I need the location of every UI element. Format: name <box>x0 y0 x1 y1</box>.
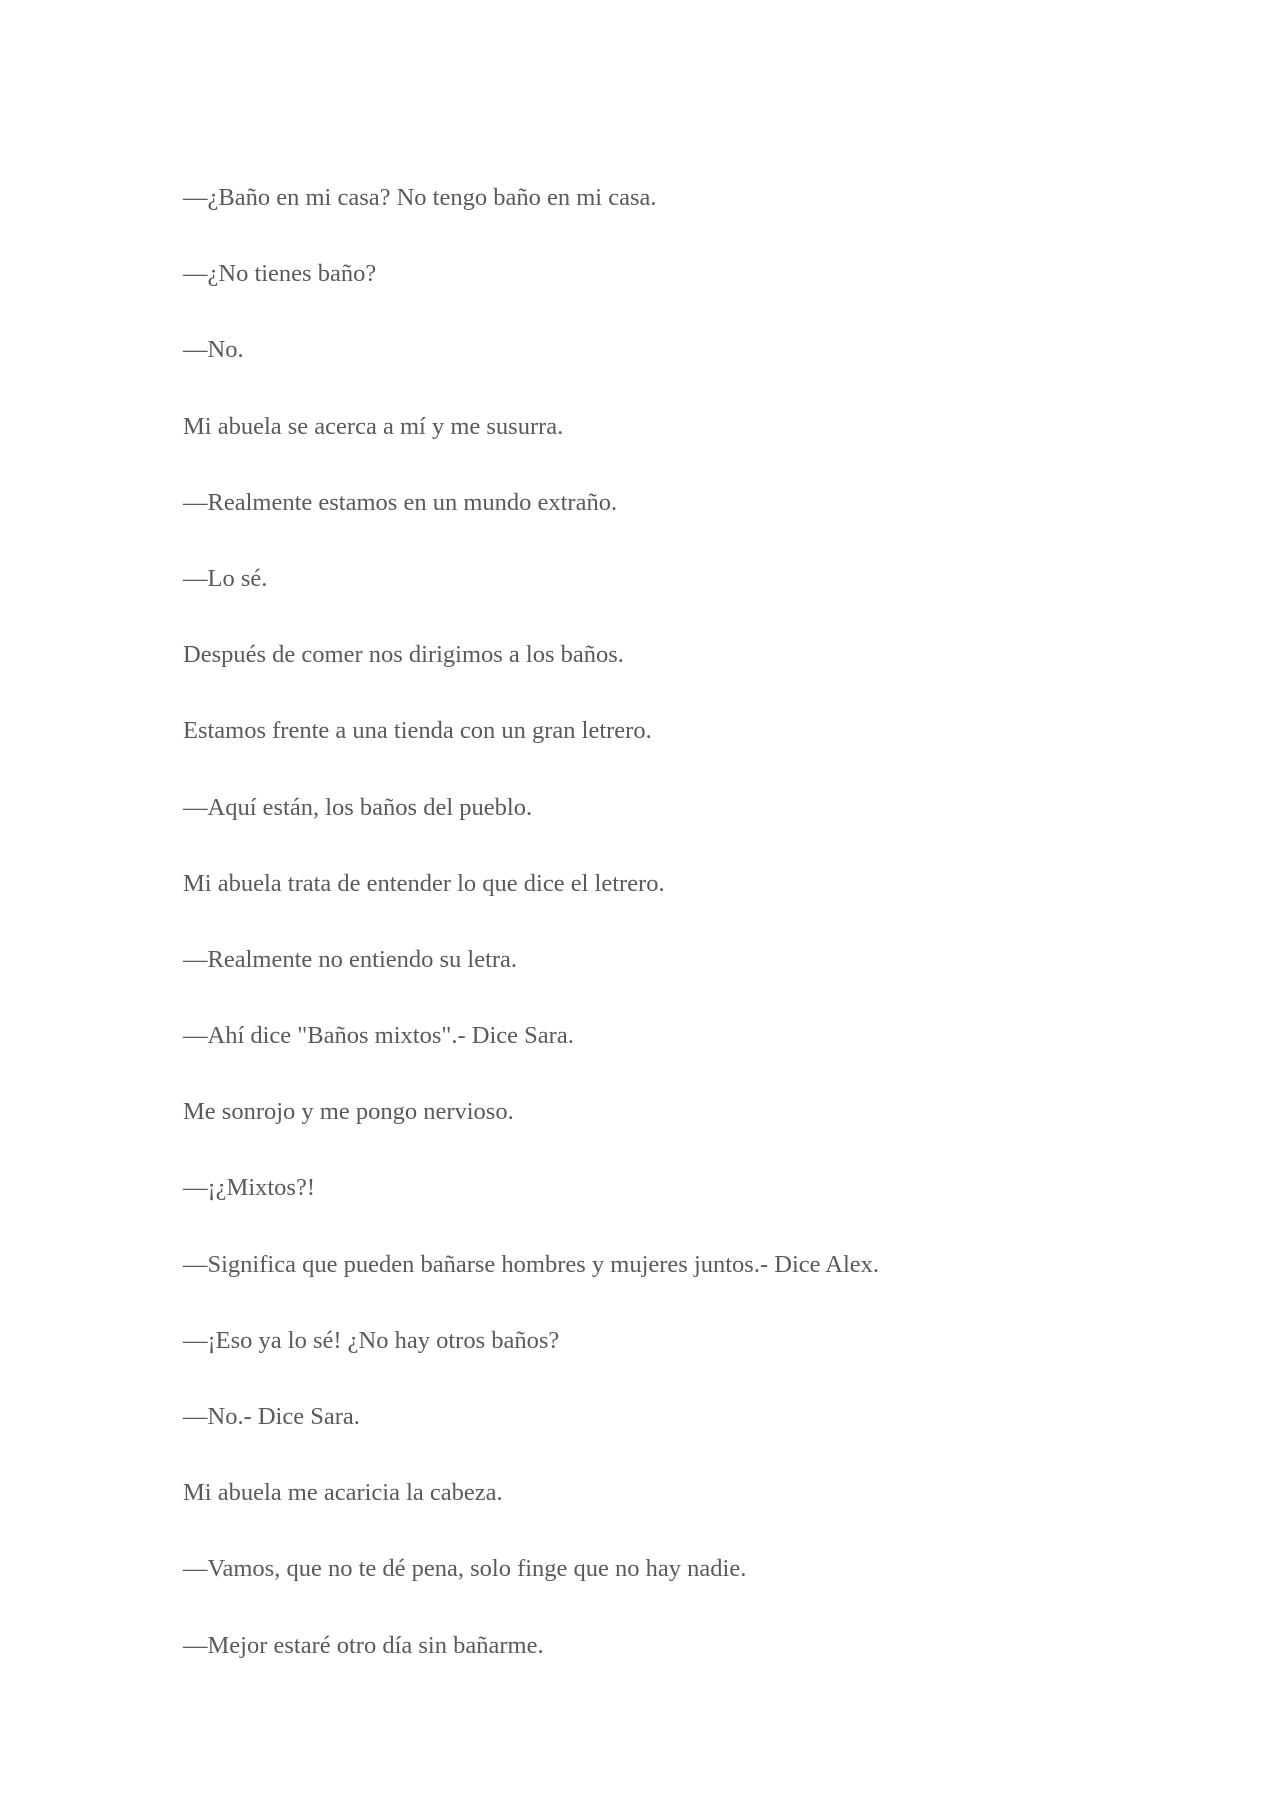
paragraph: Después de comer nos dirigimos a los baños. <box>183 641 624 669</box>
text-column <box>183 178 1183 1702</box>
paragraph: —Lo sé. <box>183 564 268 592</box>
paragraph: Mi abuela se acerca a mí y me susurra. <box>183 412 564 440</box>
paragraph: —Mejor estaré otro día sin bañarme. <box>183 1631 544 1659</box>
paragraph: Me sonrojo y me pongo nervioso. <box>183 1098 514 1126</box>
paragraph: —Ahí dice "Baños mixtos".- Dice Sara. <box>183 1022 574 1050</box>
paragraph: Mi abuela trata de entender lo que dice el letrero. <box>183 869 665 897</box>
paragraph: —¿No tienes baño? <box>183 260 377 288</box>
paragraph: Estamos frente a una tienda con un gran letrero. <box>183 717 652 745</box>
paragraph: —¿Baño en mi casa? No tengo baño en mi casa. <box>183 184 657 211</box>
paragraph: —No.- Dice Sara. <box>183 1403 360 1430</box>
paragraph: —¡¿Mixtos?! <box>183 1174 315 1202</box>
paragraph: —Vamos, que no te dé pena, solo finge que no hay nadie. <box>183 1555 747 1583</box>
paragraph: —¡Eso ya lo sé! ¿No hay otros baños? <box>183 1326 560 1354</box>
paragraph: —Realmente no entiendo su letra. <box>183 945 518 973</box>
paragraph: —Realmente estamos en un mundo extraño. <box>183 488 618 516</box>
paragraph: —No. <box>183 336 244 364</box>
paragraph: —Aquí están, los baños del pueblo. <box>183 793 533 821</box>
paragraph: Mi abuela me acaricia la cabeza. <box>183 1479 503 1507</box>
paragraph: —Significa que pueden bañarse hombres y mujeres juntos.- Dice Alex. <box>183 1250 880 1278</box>
